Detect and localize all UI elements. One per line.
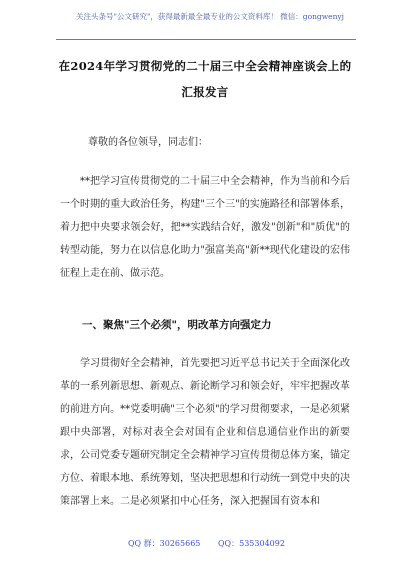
footer-qq-group: QQ 群：30265665	[128, 539, 201, 548]
paragraph-1: **把学习宣传贯彻党的二十届三中全会精神，作为当前和今后一个时期的重大政治任务，构建"三个三"的实施路径和部署体系，着力把中央要求领会好，把**实践结合好，激发"创新"和"质优"的转型动能，努力在以信息化助力"强富美高"新**现代化建设的宏伟征程上走在前、做示范。	[60, 176, 350, 279]
salutation: 尊敬的各位领导，同志们：	[88, 137, 208, 148]
header-banner: 关注头条号"公文研究"，获得最新最全最专业的公文资料库！ 微信：gongwenyj	[76, 12, 344, 21]
header-divider	[56, 39, 356, 40]
footer-qq-contact: QQ：535304092	[218, 539, 285, 548]
paragraph-2: 学习贯彻好全会精神，首先要把习近平总书记关于全面深化改革的一系列新思想、新观点、新论断学习和领会好，牢牢把握改革的前进方向。**党委明确"三个必须"的学习贯彻要求，一是必须紧跟中央部署，对标对表全会对国有企业和信息通信业作出的新要求，公司党委专题研究制定全会精神学习宣传贯彻总体方案，锚定方位、着眼本地、系统筹划，坚决把思想和行动统一到党中央的决策部署上来。二是必须紧扣中心任务，深入把握国有资本和	[60, 358, 350, 507]
section-heading-1: 一、聚焦"三个必须"，明改革方向强定力	[82, 319, 272, 331]
footer	[0, 537, 408, 551]
document-title: 在2024年学习贯彻党的二十届三中全会精神座谈会上的汇报发言	[58, 59, 352, 99]
